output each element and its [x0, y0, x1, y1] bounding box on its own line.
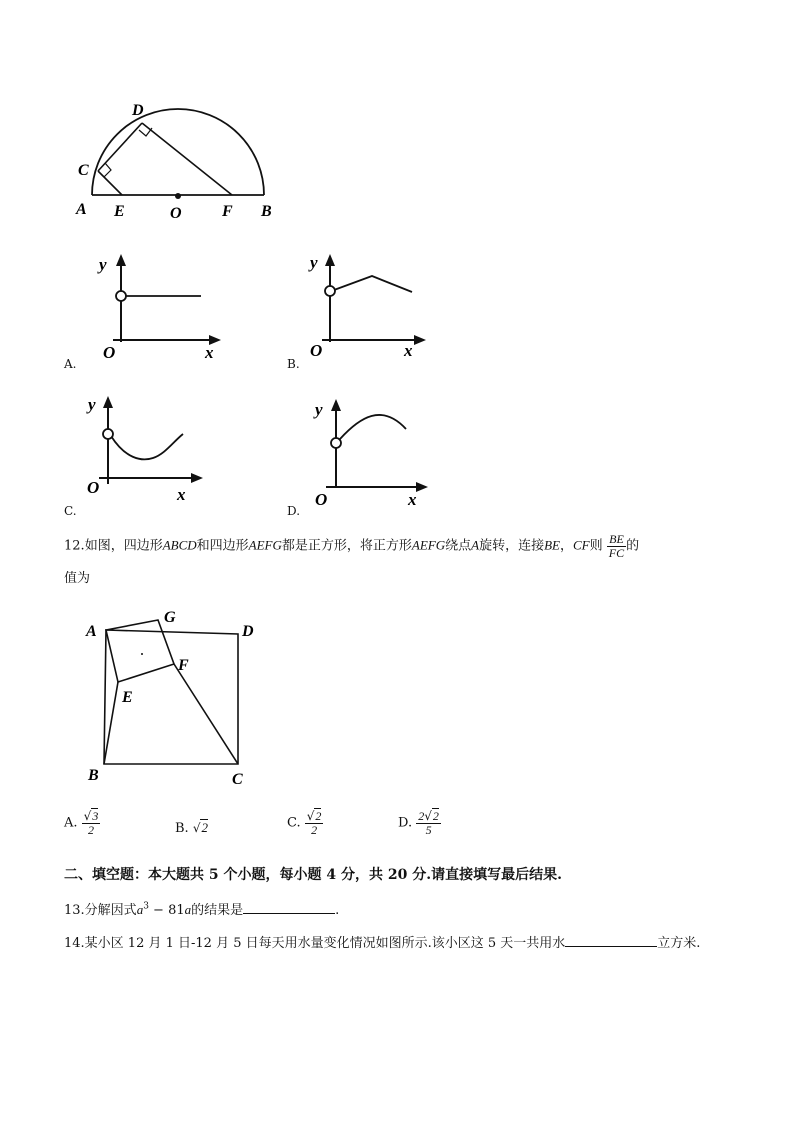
segment-df: [142, 123, 232, 195]
svg-text:G: G: [164, 609, 176, 626]
answer-blank-13[interactable]: [243, 901, 335, 914]
svg-text:O: O: [310, 341, 323, 360]
fraction-be-fc: $\frac{BE}{FC}$: [608, 532, 625, 560]
graph-option-d: [312, 395, 442, 507]
option-c-label: C.: [64, 504, 77, 518]
label-c: C: [78, 162, 89, 179]
svg-text:x: x: [177, 485, 186, 504]
right-angle-c: [104, 163, 111, 177]
question-14: 14.某小区 12 月 1 日-12 月 5 日每天用水量变化情况如图所示.该小区这 5 天一共用水 立方米.: [64, 936, 701, 951]
svg-text:y: y: [88, 395, 96, 414]
q12-option-a: A. $\frac{√3}{2}$: [64, 809, 99, 837]
graph-option-a: [95, 250, 235, 365]
square-aefg: [106, 620, 174, 682]
svg-text:C: C: [232, 771, 243, 788]
label-e: E: [114, 203, 125, 220]
q12-option-b: B. √2: [175, 820, 208, 836]
svg-text:x: x: [408, 490, 417, 507]
question-13: 13.分解因式$a^3 - 81a$的结果是 .: [64, 901, 340, 918]
svg-text:E: E: [122, 689, 133, 706]
svg-text:y: y: [315, 400, 323, 419]
svg-text:x: x: [404, 341, 413, 360]
svg-text:A: A: [86, 623, 97, 640]
semicircle-figure: [70, 95, 290, 225]
segment-be: [104, 682, 118, 764]
q12-option-c: C. $\frac{√2}{2}$: [287, 809, 322, 837]
svg-text:B: B: [88, 767, 99, 784]
option-d-label: D.: [287, 504, 301, 518]
svg-text:O: O: [103, 343, 116, 362]
label-o: O: [170, 205, 182, 222]
svg-text:D: D: [242, 623, 254, 640]
option-b-label: B.: [287, 357, 300, 371]
answer-blank-14[interactable]: [565, 934, 657, 947]
question-12-line2: 值为: [64, 571, 91, 586]
label-f: F: [222, 203, 233, 220]
svg-text:O: O: [87, 478, 100, 497]
label-b: B: [261, 203, 272, 220]
graph-option-b: [308, 250, 448, 365]
option-a-label: A.: [64, 357, 77, 371]
squares-figure: [80, 602, 270, 794]
section-2-title: 二、填空题：本大题共 5 个小题，每小题 4 分，共 20 分.请直接填写最后结果.: [64, 867, 562, 883]
graph-option-c: [85, 392, 215, 504]
svg-text:y: y: [99, 255, 107, 274]
q12-option-d: D. $\frac{2√2}{5}$: [398, 809, 439, 837]
question-12: 12.如图，四边形ABCD和四边形AEFG都是正方形，将正方形AEFG绕点A旋转，连接BE，CF则 $\frac{BE}{FC}$ 的: [64, 532, 640, 560]
segment-fc: [174, 664, 238, 764]
svg-text:F: F: [178, 657, 189, 674]
label-d: D: [132, 102, 144, 119]
svg-text:O: O: [315, 490, 328, 507]
segment-ec: [98, 171, 122, 195]
segment-cd: [98, 123, 142, 171]
center-dot-o: [175, 193, 181, 199]
label-a: A: [76, 201, 87, 218]
svg-text:x: x: [205, 343, 214, 362]
svg-text:y: y: [310, 253, 318, 272]
